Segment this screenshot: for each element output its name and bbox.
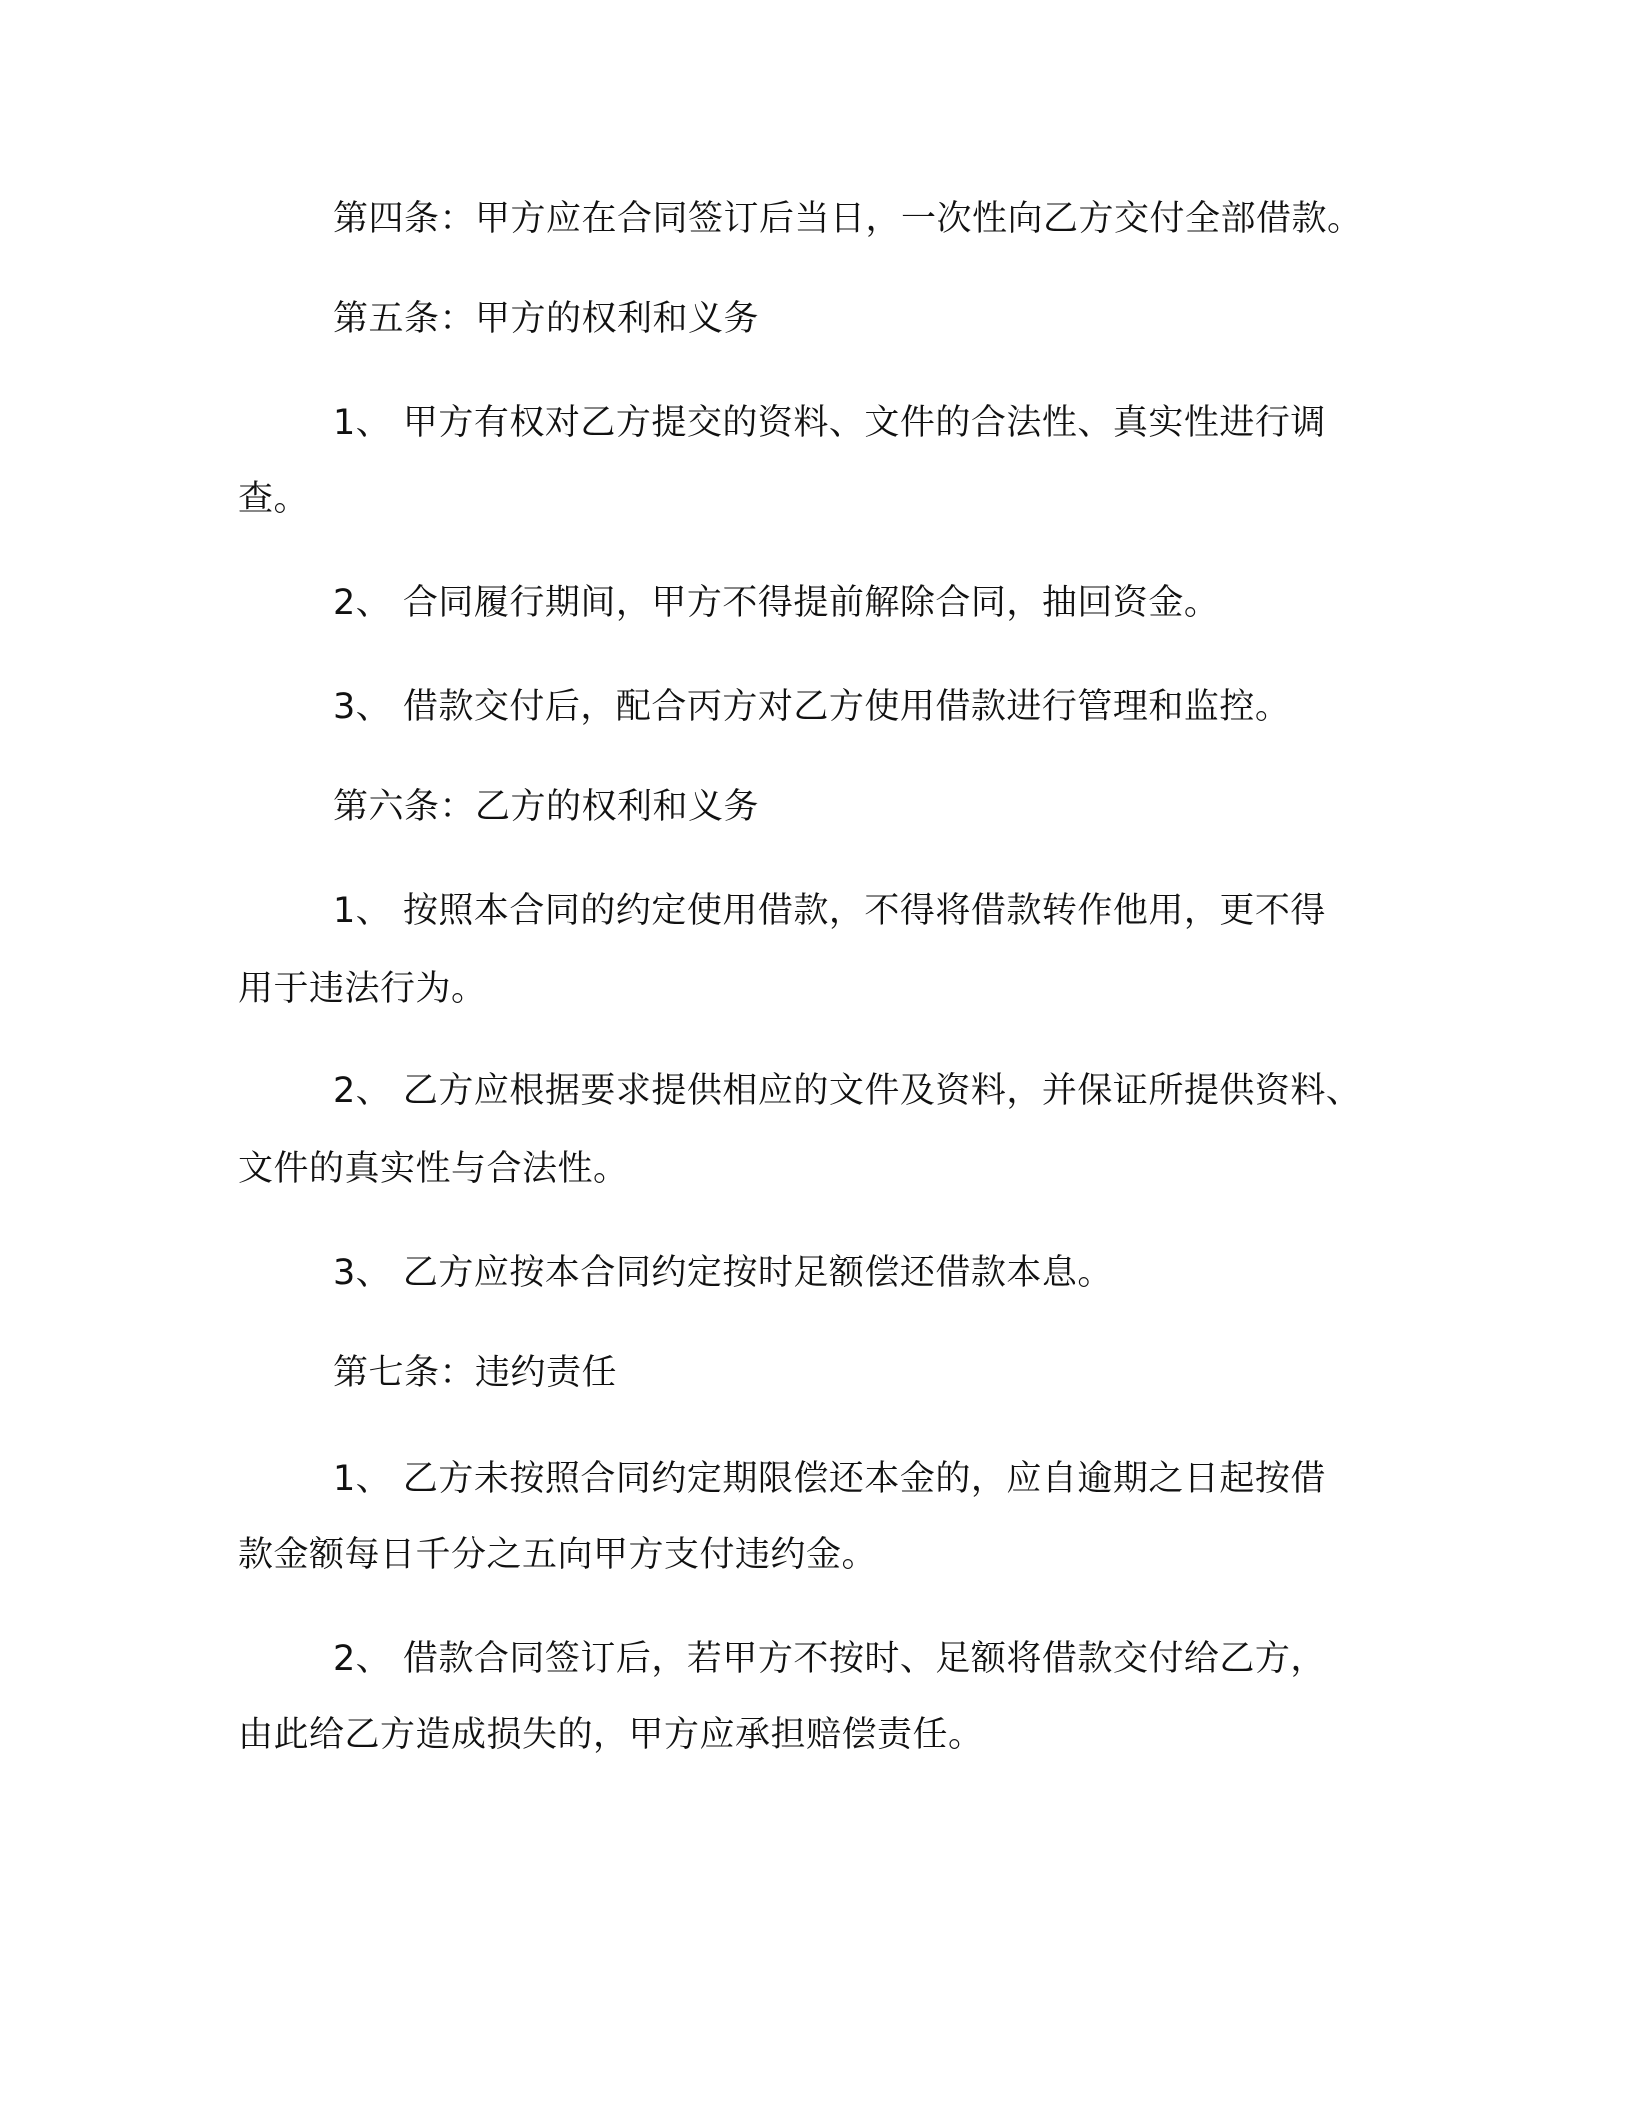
article-7-heading: 第七条：违约责任 <box>333 1353 618 1393</box>
article-6-heading: 第六条：乙方的权利和义务 <box>333 787 760 827</box>
article-6-item-2-line-1: 2、 乙方应根据要求提供相应的文件及资料，并保证所提供资料、 <box>333 1071 1362 1111</box>
article-7-item-1-line-1: 1、 乙方未按照合同约定期限偿还本金的，应自逾期之日起按借 <box>333 1459 1326 1499</box>
article-7-item-1-line-2: 款金额每日千分之五向甲方支付违约金。 <box>238 1535 878 1575</box>
article-4-text: 第四条：甲方应在合同签订后当日，一次性向乙方交付全部借款。 <box>333 199 1363 239</box>
article-5-heading: 第五条：甲方的权利和义务 <box>333 299 760 339</box>
article-5-item-2: 2、 合同履行期间，甲方不得提前解除合同，抽回资金。 <box>333 583 1220 623</box>
article-6-item-3: 3、 乙方应按本合同约定按时足额偿还借款本息。 <box>333 1253 1113 1293</box>
article-7-item-2-line-1: 2、 借款合同签订后，若甲方不按时、足额将借款交付给乙方， <box>333 1639 1326 1679</box>
article-6-item-2-line-2: 文件的真实性与合法性。 <box>238 1149 629 1189</box>
article-5-item-3: 3、 借款交付后，配合丙方对乙方使用借款进行管理和监控。 <box>333 687 1291 727</box>
article-6-item-1-line-1: 1、 按照本合同的约定使用借款，不得将借款转作他用，更不得 <box>333 891 1326 931</box>
article-5-item-1-line-2: 查。 <box>238 479 310 519</box>
article-5-item-1-line-1: 1、 甲方有权对乙方提交的资料、文件的合法性、真实性进行调 <box>333 403 1326 443</box>
article-6-item-1-line-2: 用于违法行为。 <box>238 969 487 1009</box>
article-7-item-2-line-2: 由此给乙方造成损失的，甲方应承担赔偿责任。 <box>238 1715 984 1755</box>
